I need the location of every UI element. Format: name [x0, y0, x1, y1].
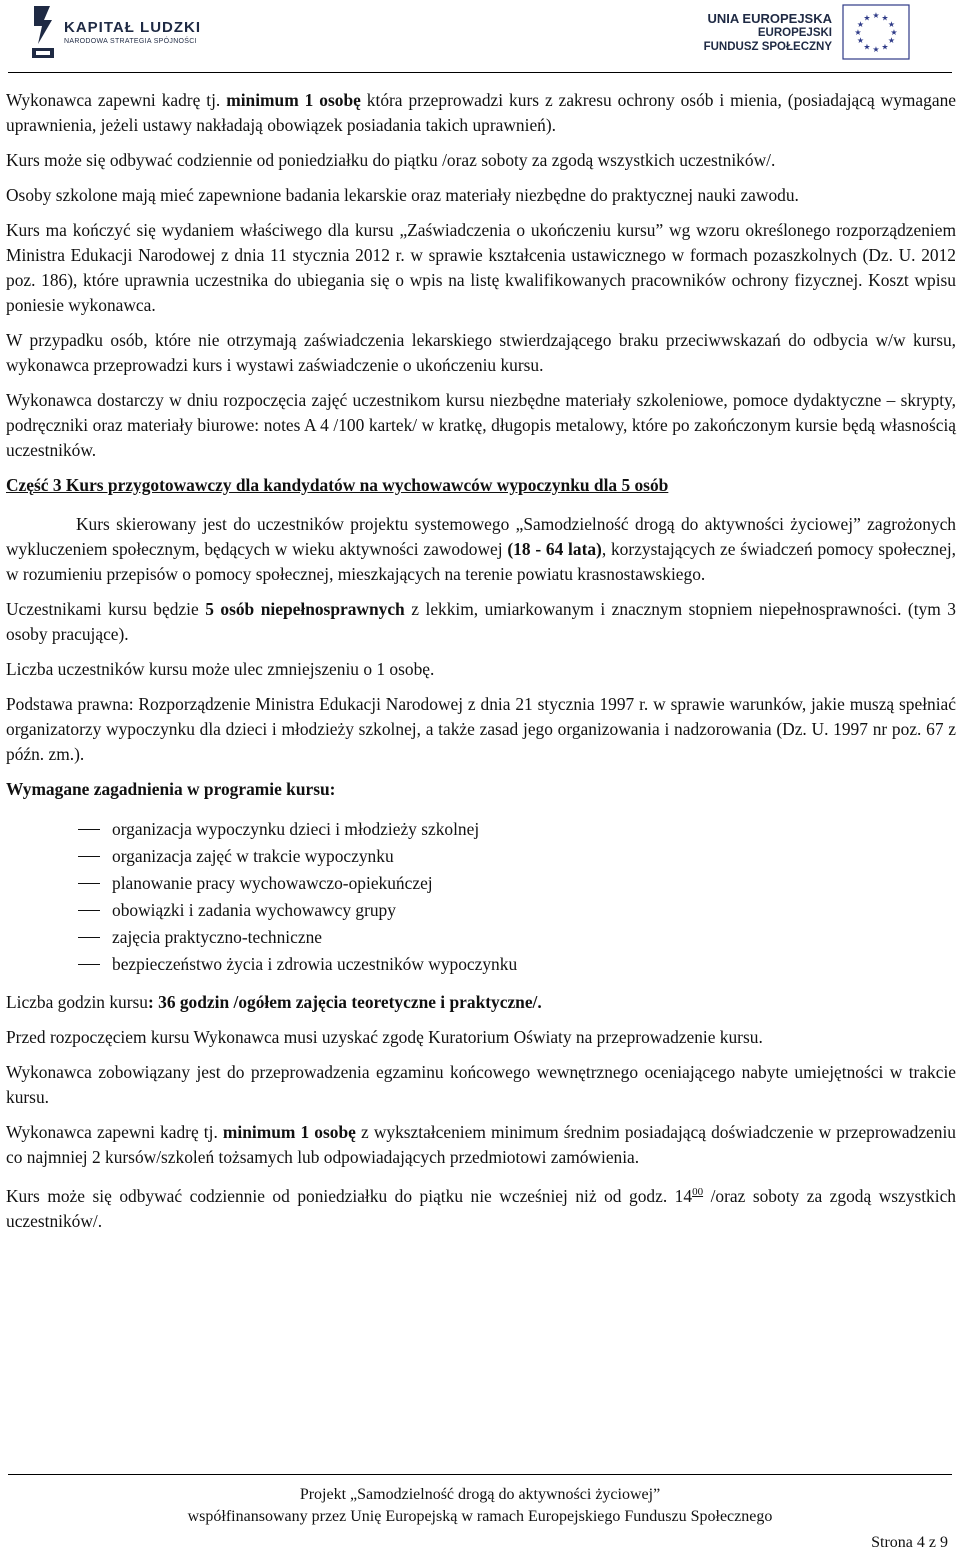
paragraph-staff-2: Wykonawca zapewni kadrę tj. minimum 1 osobę z wykształceniem minimum średnim posiadającą doświadczenie w przeprowadzeniu co najmniej 2 kursów/szkoleń tożsamych lub odpowiadających przedmiotowi zamówienia.	[6, 1122, 956, 1167]
paragraph-legal-basis: Podstawa prawna: Rozporządzenie Ministra Edukacji Narodowej z dnia 21 stycznia 1997 r. w sprawie warunków, jakie muszą spełniać organizatorzy wypoczynku dla dzieci i młodzieży szkolnej, a także zasad jego organizowania i nadzorowania (Dz. U. 1997 nr poz. 67 z późn. zm.).	[6, 694, 956, 764]
ue-title: UNIA EUROPEJSKA	[707, 10, 832, 26]
dash-bullet-icon	[78, 964, 100, 965]
list-item: planowanie pracy wychowawczo-opiekuńczej	[6, 870, 956, 897]
kapital-ludzki-emblem-icon	[30, 4, 56, 60]
paragraph-schedule-2: Kurs może się odbywać codziennie od poniedziałku do piątku nie wcześniej niż od godz. $14^{00}$ /oraz soboty za zgodą wszystkich uczestników/.	[6, 1186, 956, 1231]
kapital-ludzki-logo	[30, 3, 201, 61]
ue-line2: FUNDUSZ SPOŁECZNY	[703, 40, 832, 53]
section-title: Część 3 Kurs przygotowawczy dla kandydatów na wychowawców wypoczynku dla 5 osób	[6, 475, 669, 495]
paragraph-schedule-1: Kurs może się odbywać codziennie od poniedziałku do piątku /oraz soboty za zgodą wszystkich uczestników/.	[6, 150, 776, 170]
paragraph-participants: Uczestnikami kursu będzie 5 osób niepełnosprawnych z lekkim, umiarkowanym i znacznym stopniem niepełnosprawności. (tym 3 osoby pracujące).	[6, 599, 956, 644]
paragraph-hours: Liczba godzin kursu: 36 godzin /ogółem zajęcia teoretyczne i praktyczne/.	[6, 992, 542, 1012]
svg-text:★: ★	[863, 13, 871, 23]
svg-text:★: ★	[863, 42, 871, 52]
dash-bullet-icon	[78, 883, 100, 884]
svg-text:★: ★	[872, 45, 880, 54]
svg-text:★: ★	[856, 36, 865, 45]
paragraph-medical: Osoby szkolone mają mieć zapewnione badania lekarskie oraz materiały niezbędne do praktycznej nauki zawodu.	[6, 185, 799, 205]
topics-list	[6, 816, 956, 978]
footer-project-line: Projekt „Samodzielność drogą do aktywności życiowej”	[299, 1486, 661, 1503]
dash-bullet-icon	[78, 856, 100, 857]
document-body	[6, 88, 956, 1244]
paragraph-kuratorium: Przed rozpoczęciem kursu Wykonawca musi uzyskać zgodę Kuratorium Oświaty na przeprowadzenie kursu.	[6, 1027, 763, 1047]
svg-text:★: ★	[881, 13, 889, 23]
paragraph-staff-1: Wykonawca zapewni kadrę tj. minimum 1 osobę która przeprowadzi kurs z zakresu ochrony osób i mienia, (posiadającą wymagane uprawnienia, jeżeli ustawy nakładają obowiązek posiadania takich uprawnień).	[6, 90, 956, 135]
dash-bullet-icon	[78, 910, 100, 911]
paragraph-materials: Wykonawca dostarczy w dniu rozpoczęcia zajęć uczestnikom kursu niezbędne materiały szkoleniowe, pomoce dydaktyczne – skrypty, podręczniki oraz materiały biurowe: notes A 4 /100 kartek/ w kratkę, długopis metalowy, które po zakończonym kursie będą własnością uczestników.	[6, 390, 956, 460]
kapital-ludzki-subtitle: NARODOWA STRATEGIA SPÓJNOŚCI	[64, 38, 197, 45]
paragraph-target-group: Kurs skierowany jest do uczestników projektu systemowego „Samodzielność drogą do aktywności życiowej” zagrożonych wykluczeniem społecznym, będących w wieku aktywności zawodowej (18 - 64 lata), korzystających ze świadczeń pomocy społecznej, w rozumieniu przepisów o pomocy społecznej, mieszkających na terenie powiatu krasnostawskiego.	[6, 514, 956, 584]
list-item: organizacja wypoczynku dzieci i młodzieży szkolnej	[6, 816, 956, 843]
page-footer	[0, 1484, 960, 1528]
svg-text:★: ★	[887, 20, 896, 29]
paragraph-no-certificate: W przypadku osób, które nie otrzymają zaświadczenia lekarskiego stwierdzającego braku przeciwwskazań do odbycia w/w kursu, wykonawca przeprowadzi kurs i wystawi zaświadczenie o ukończeniu kursu.	[6, 330, 956, 375]
ue-efs-logo	[704, 4, 910, 60]
kapital-ludzki-title: KAPITAŁ LUDZKI	[64, 19, 202, 36]
svg-text:★: ★	[881, 42, 889, 52]
page-header	[0, 0, 960, 80]
svg-text:★: ★	[856, 20, 865, 29]
dash-bullet-icon	[78, 829, 100, 830]
header-divider	[8, 72, 952, 73]
list-item: obowiązki i zadania wychowawcy grupy	[6, 897, 956, 924]
paragraph-exam: Wykonawca zobowiązany jest do przeprowadzenia egzaminu końcowego wewnętrznego oceniającego nabyte umiejętności w trakcie kursu.	[6, 1062, 956, 1107]
paragraph-participant-count: Liczba uczestników kursu może ulec zmniejszeniu o 1 osobę.	[6, 659, 435, 679]
eu-flag-icon	[842, 4, 910, 60]
svg-text:★: ★	[872, 11, 880, 20]
footer-divider	[8, 1474, 952, 1475]
dash-bullet-icon	[78, 937, 100, 938]
page-number: Strona 4 z 9	[871, 1534, 948, 1551]
list-item: organizacja zajęć w trakcie wypoczynku	[6, 843, 956, 870]
requirements-title: Wymagane zagadnienia w programie kursu:	[6, 779, 336, 799]
paragraph-certificate: Kurs ma kończyć się wydaniem właściwego dla kursu „Zaświadczenia o ukończeniu kursu” wg wzoru określonego rozporządzeniem Ministra Edukacji Narodowej z dnia 11 stycznia 2012 r. w sprawie kształcenia ustawicznego w formach pozaszkolnych (Dz. U. 2012 poz. 186), które uprawnia uczestnika do ubiegania się o wpis na listę kwalifikowanych pracowników ochrony fizycznej. Koszt wpisu poniesie wykonawca.	[6, 220, 956, 315]
ue-line1: EUROPEJSKI	[757, 26, 832, 39]
list-item: zajęcia praktyczno-techniczne	[6, 924, 956, 951]
list-item: bezpieczeństwo życia i zdrowia uczestników wypoczynku	[6, 951, 956, 978]
svg-text:★: ★	[890, 28, 898, 37]
svg-text:★: ★	[854, 28, 862, 37]
footer-funding-line: współfinansowany przez Unię Europejską w ramach Europejskiego Funduszu Społecznego	[187, 1508, 773, 1525]
svg-text:★: ★	[887, 36, 896, 45]
